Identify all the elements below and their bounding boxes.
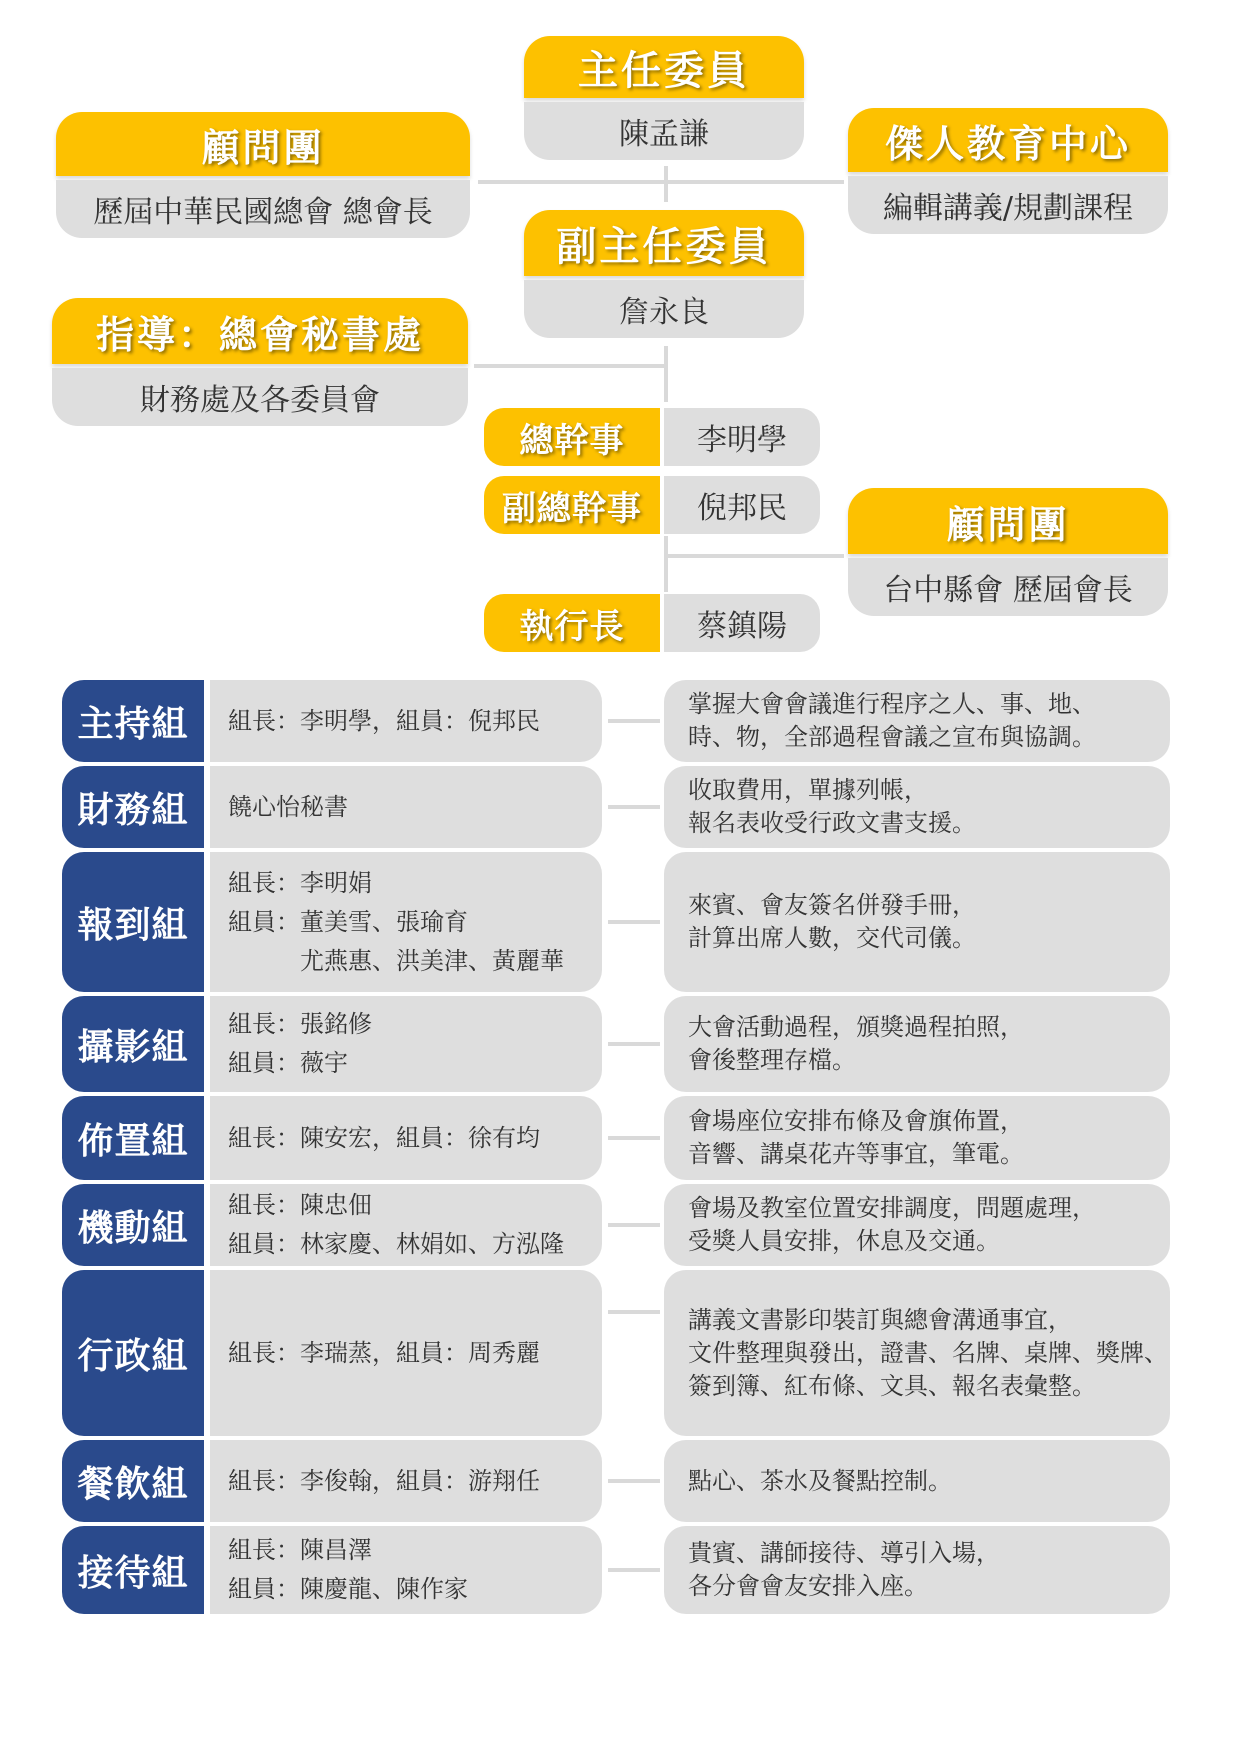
advisors-right-desc: 台中縣會 歷屆會長 [848,558,1168,616]
connector-line [608,719,660,723]
connector-line [608,1479,660,1483]
advisors-left-card [56,112,470,238]
connector-line [478,180,844,184]
member-line: 尤燕惠、洪美津、黃麗華 [300,946,564,975]
connector-line [664,554,844,558]
group-members [210,680,602,762]
duty-line: 點心、茶水及餐點控制。 [688,1466,952,1495]
group-members [210,1440,602,1522]
duty-line: 簽到簿、紅布條、文具、報名表彙整。 [688,1371,1096,1400]
guidance-title: 指導：總會秘書處 [52,298,468,364]
group-members [210,1270,602,1436]
duty-line: 來賓、會友簽名併發手冊， [688,891,976,919]
connector-line [608,1568,660,1572]
advisors-right-title: 顧問團 [848,488,1168,554]
guidance-desc: 財務處及各委員會 [52,368,468,426]
role-name: 倪邦民 [664,476,820,534]
role-title: 副總幹事 [484,476,660,534]
group-label: 行政組 [62,1270,204,1436]
member-line: 組員：董美雪、張瑜育 [228,907,468,936]
group-label: 主持組 [62,680,204,762]
duty-line: 音響、講桌花卉等事宜，筆電。 [688,1140,1024,1168]
connector-line [608,920,660,924]
education-center-desc: 編輯講義/規劃課程 [848,176,1168,234]
connector-line [608,1223,660,1227]
chairman-name: 陳孟謙 [524,102,804,160]
vice-chairman-card [524,210,804,338]
advisors-right-card [848,488,1168,616]
advisors-left-desc: 歷屆中華民國總會 總會長 [56,180,470,238]
duty-line: 時、物，全部過程會議之宣布與協調。 [688,723,1096,751]
vice-chairman-name: 詹永良 [524,280,804,338]
group-duties [664,1096,1170,1180]
connector-line [608,1136,660,1140]
group-duties [664,680,1170,762]
group-members [210,852,602,992]
member-line: 組長：李明學，組員：倪邦民 [228,706,540,735]
duty-line: 報名表收受行政文書支援。 [688,809,976,837]
member-line: 組長：李瑞蒸，組員：周秀麗 [228,1338,540,1367]
role-name: 李明學 [664,408,820,466]
duty-line: 受獎人員安排，休息及交通。 [688,1227,1000,1255]
role-name: 蔡鎮陽 [664,594,820,652]
group-duties [664,1270,1170,1436]
role-title: 執行長 [484,594,660,652]
group-members [210,1096,602,1180]
member-line: 饒心怡秘書 [228,792,348,821]
member-line: 組長：李明娟 [228,868,372,897]
member-line: 組員：薇宇 [228,1049,348,1077]
member-line: 組長：李俊翰，組員：游翔任 [228,1466,540,1495]
group-label: 財務組 [62,766,204,848]
member-line: 組員：陳慶龍、陳作家 [228,1575,468,1603]
group-duties [664,766,1170,848]
duty-line: 大會活動過程，頒獎過程拍照， [688,1013,1024,1041]
connector-line [664,346,668,402]
group-label: 報到組 [62,852,204,992]
guidance-card [52,298,468,426]
duty-line: 收取費用，單據列帳， [688,776,928,804]
group-duties [664,1440,1170,1522]
duty-line: 會場座位安排布條及會旗佈置， [688,1107,1024,1135]
member-line: 組長：張銘修 [228,1010,372,1038]
duty-line: 貴賓、講師接待、導引入場， [688,1539,1000,1567]
education-center-card [848,108,1168,234]
duty-line: 文件整理與發出，證書、名牌、桌牌、獎牌、 [688,1338,1168,1367]
group-duties [664,852,1170,992]
group-label: 機動組 [62,1184,204,1266]
group-label: 佈置組 [62,1096,204,1180]
group-label: 餐飲組 [62,1440,204,1522]
connector-line [474,364,666,368]
group-label: 接待組 [62,1526,204,1614]
duty-line: 計算出席人數，交代司儀。 [688,924,976,952]
group-duties [664,1184,1170,1266]
education-center-title: 傑人教育中心 [848,108,1168,172]
member-line: 組員：林家慶、林娟如、方泓隆 [228,1230,564,1258]
member-line: 組長：陳安宏，組員：徐有均 [228,1123,540,1152]
duty-line: 會後整理存檔。 [688,1046,856,1074]
member-line: 組長：陳昌澤 [228,1536,372,1564]
duty-line: 講義文書影印裝訂與總會溝通事宜， [688,1305,1072,1334]
role-title: 總幹事 [484,408,660,466]
group-label: 攝影組 [62,996,204,1092]
connector-line [664,536,668,592]
group-duties [664,1526,1170,1614]
group-members [210,766,602,848]
group-members [210,1526,602,1614]
connector-line [608,805,660,809]
group-members [210,996,602,1092]
advisors-left-title: 顧問團 [56,112,470,176]
group-members [210,1184,602,1266]
vice-chairman-title: 副主任委員 [524,210,804,276]
group-duties [664,996,1170,1092]
chairman-card [524,36,804,160]
duty-line: 會場及教室位置安排調度，問題處理， [688,1194,1096,1222]
duty-line: 各分會會友安排入座。 [688,1572,928,1600]
connector-line [664,166,668,202]
chairman-title: 主任委員 [524,36,804,98]
connector-line [608,1042,660,1046]
connector-line [608,1310,660,1314]
member-line: 組長：陳忠佃 [228,1191,372,1219]
duty-line: 掌握大會會議進行程序之人、事、地、 [688,690,1096,718]
